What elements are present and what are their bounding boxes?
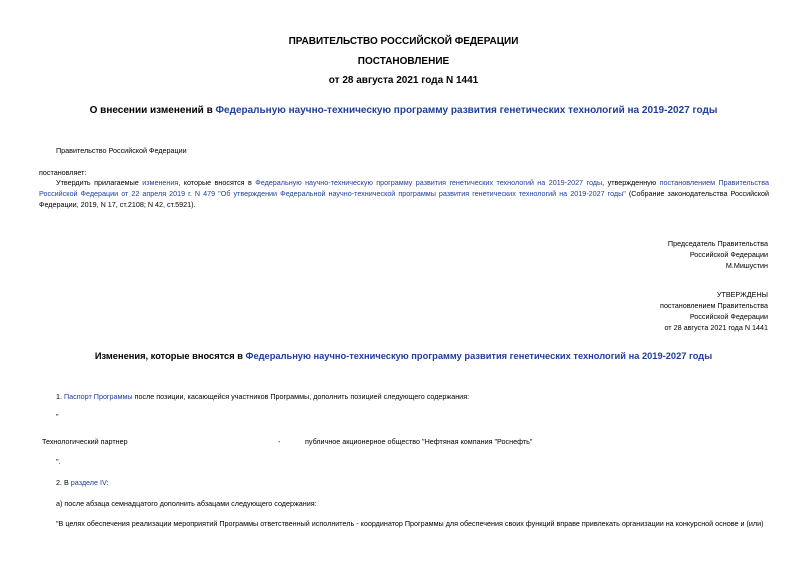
last-paragraph: "В целях обеспечения реализации мероприятий Программы ответственный исполнитель - координатор Программы для обеспечения своих функций вправе привлекать организации на конкурсной основе и (или) — [56, 519, 764, 528]
approved-line-1: УТВЕРЖДЕНЫ — [716, 290, 768, 299]
table-row-value: публичное акционерное общество "Нефтяная компания "Роснефть" — [305, 437, 533, 446]
changes-title-prefix: Изменения, которые вносятся в — [94, 351, 246, 361]
table-row-dash: - — [278, 437, 281, 446]
item-2-prefix: 2. В — [56, 478, 71, 487]
signature-line-1: Председатель Правительства — [667, 239, 768, 248]
program-passport-link[interactable]: Паспорт Программы — [64, 392, 133, 401]
resolution-paragraph — [39, 177, 769, 210]
document-type: ПОСТАНОВЛЕНИЕ — [357, 56, 450, 67]
item-1-number: 1. — [56, 392, 64, 401]
section-iv-link[interactable]: разделе IV — [70, 478, 107, 487]
item-2-suffix: : — [106, 478, 109, 487]
quote-open: " — [56, 412, 59, 421]
body-text-2: , которые вносятся в — [178, 178, 256, 187]
body-text-3: , утвержденную — [602, 178, 660, 187]
body-text-4: (Собрание законодательства Российской Федерации, 2019, N 17, ст.2108; N 42, ст.5921). — [39, 189, 769, 209]
program-link-changes[interactable]: Федеральную научно-техническую программу развития генетических технологий на 2019-2027 годы — [245, 351, 713, 361]
item-2a: а) после абзаца семнадцатого дополнить абзацами следующего содержания: — [56, 499, 317, 508]
document-date-number: от 28 августа 2021 года N 1441 — [328, 75, 479, 86]
table-row-label: Технологический партнер — [42, 437, 128, 446]
document-title — [0, 105, 807, 116]
government-heading: ПРАВИТЕЛЬСТВО РОССИЙСКОЙ ФЕДЕРАЦИИ — [288, 36, 519, 47]
changes-title — [0, 351, 807, 361]
changes-link[interactable]: изменения — [142, 178, 179, 187]
item-2 — [56, 477, 109, 488]
program-link-body[interactable]: Федеральную научно-техническую программу развития генетических технологий на 2019-2027 годы — [255, 178, 603, 187]
item-1 — [56, 391, 469, 402]
signature-line-2: Российской Федерации — [689, 250, 768, 259]
decides-text: постановляет: — [39, 168, 87, 177]
resolution-479-link[interactable]: постановлением Правительства Российской Федерации от 22 апреля 2019 г. N 479 "Об утверждении Федеральной научно-технической программы развития генетических технологий на 2019-2027 годы" — [39, 178, 769, 198]
approved-line-4: от 28 августа 2021 года N 1441 — [664, 323, 768, 332]
issuer-text: Правительство Российской Федерации — [56, 146, 187, 155]
quote-close: ". — [56, 457, 61, 466]
approved-line-2: постановлением Правительства — [660, 301, 768, 310]
signature-name: М.Мишустин — [725, 261, 768, 270]
program-link-title[interactable]: Федеральную научно-техническую программу развития генетических технологий на 2019-2027 годы — [215, 105, 718, 116]
item-1-text: после позиции, касающейся участников Программы, дополнить позицией следующего содержания: — [132, 392, 470, 401]
approved-line-3: Российской Федерации — [689, 312, 768, 321]
body-text-1: Утвердить прилагаемые — [56, 178, 143, 187]
document-title-prefix: О внесении изменений в — [89, 105, 216, 116]
